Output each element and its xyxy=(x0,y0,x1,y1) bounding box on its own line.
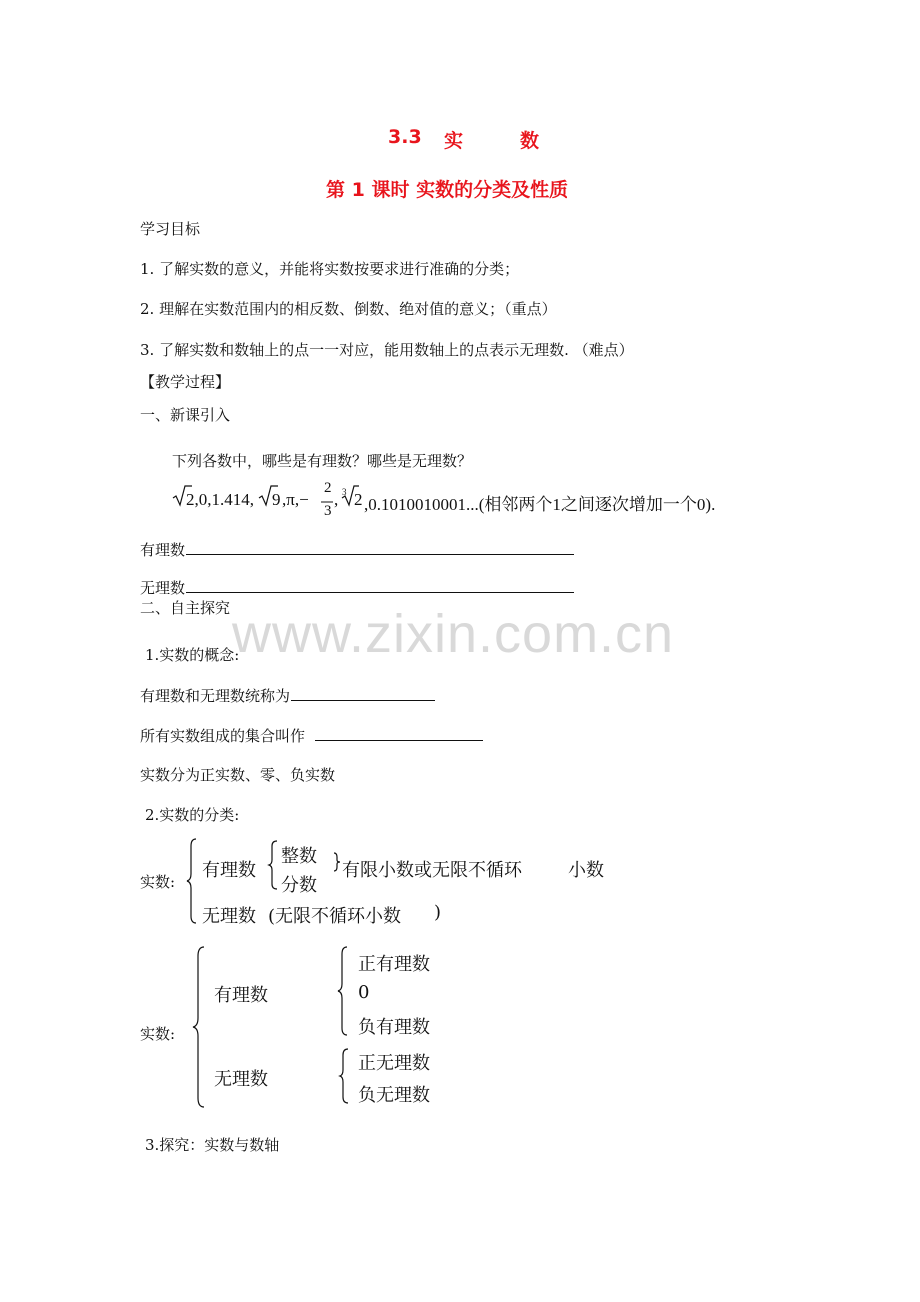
class1-fraction: 分数 xyxy=(281,875,317,896)
rational-fill-in xyxy=(140,540,574,559)
section-1-heading: 一、新课引入 xyxy=(140,406,231,424)
class1-irrational-close: ) xyxy=(434,902,442,923)
concept-answer-line-1[interactable] xyxy=(291,686,435,701)
class1-irrational-note: (无限不循环小数 xyxy=(268,906,402,927)
class1-decimal: 小数 xyxy=(568,860,604,881)
class1-brace-inner xyxy=(268,840,278,890)
cube-root-value: 2 xyxy=(354,490,363,509)
numbers-part-1: 2,0,1.414, xyxy=(186,490,254,509)
irrational-answer-line[interactable] xyxy=(186,578,574,593)
concept-line-2 xyxy=(140,726,483,745)
class2-irrational: 无理数 xyxy=(214,1069,268,1090)
class2-root: 实数: xyxy=(140,1025,176,1043)
sqrt-9-value: 9 xyxy=(272,490,281,509)
concept-heading: 1.实数的概念: xyxy=(145,646,240,664)
lesson-title-char-1: 实 xyxy=(444,130,464,152)
fraction-numerator: 2 xyxy=(324,480,332,496)
class2-brace-irrational xyxy=(339,1048,349,1104)
irrational-fill-in xyxy=(140,578,574,597)
concept-line-3: 实数分为正实数、零、负实数 xyxy=(140,766,336,784)
comma: , xyxy=(334,490,339,509)
class2-rational: 有理数 xyxy=(214,985,268,1006)
concept-line-2-text: 所有实数组成的集合叫作 xyxy=(140,727,306,745)
pi-segment: ,π,− xyxy=(282,490,309,509)
class2-brace-left xyxy=(192,946,206,1108)
goal-item-2: 2. 理解在实数范围内的相反数、倒数、绝对值的意义；（重点） xyxy=(140,300,557,318)
concept-line-1-text: 有理数和无理数统称为 xyxy=(140,687,291,705)
goal-item-3: 3. 了解实数和数轴上的点一一对应，能用数轴上的点表示无理数. （难点） xyxy=(140,341,634,359)
class1-finite-decimal: 有限小数或无限不循环 xyxy=(342,860,522,881)
cube-root-index: 3 xyxy=(342,487,347,497)
class2-positive-rational: 正有理数 xyxy=(358,954,430,975)
classification-heading: 2.实数的分类: xyxy=(145,806,240,824)
lesson-title-number: 3.3 xyxy=(388,126,422,148)
section-2-heading: 二、自主探究 xyxy=(140,599,231,617)
goal-item-1: 1. 了解实数的意义，并能将实数按要求进行准确的分类； xyxy=(140,260,520,278)
goals-heading: 学习目标 xyxy=(140,220,201,238)
watermark: www.zixin.com.cn xyxy=(232,604,675,664)
rational-answer-line[interactable] xyxy=(186,540,574,555)
class1-root: 实数: xyxy=(140,873,176,891)
class2-negative-irrational: 负无理数 xyxy=(358,1085,430,1106)
class2-brace-rational xyxy=(337,946,349,1036)
class1-rational: 有理数 xyxy=(202,860,256,881)
explore-heading: 3.探究：实数与数轴 xyxy=(145,1136,280,1154)
class2-positive-irrational: 正无理数 xyxy=(358,1053,430,1074)
lesson-subtitle: 第 1 课时 实数的分类及性质 xyxy=(326,179,569,201)
class1-irrational: 无理数 xyxy=(202,906,256,927)
fraction-denominator: 3 xyxy=(324,503,332,519)
lesson-title-char-2: 数 xyxy=(520,130,540,152)
class1-brace-left xyxy=(186,838,198,924)
class1-integer: 整数 xyxy=(281,846,317,867)
class2-negative-rational: 负有理数 xyxy=(358,1017,430,1038)
irrational-label: 无理数 xyxy=(140,579,186,597)
numbers-tail: ,0.1010010001...(相邻两个1之间逐次增加一个0). xyxy=(364,495,716,514)
concept-line-1 xyxy=(140,686,435,705)
intro-question: 下列各数中，哪些是有理数？哪些是无理数？ xyxy=(172,452,473,470)
class1-brace-right xyxy=(333,852,341,872)
concept-answer-line-2[interactable] xyxy=(315,726,483,741)
rational-label: 有理数 xyxy=(140,541,186,559)
process-heading: 【教学过程】 xyxy=(140,373,231,391)
class2-zero: 0 xyxy=(358,982,370,1003)
